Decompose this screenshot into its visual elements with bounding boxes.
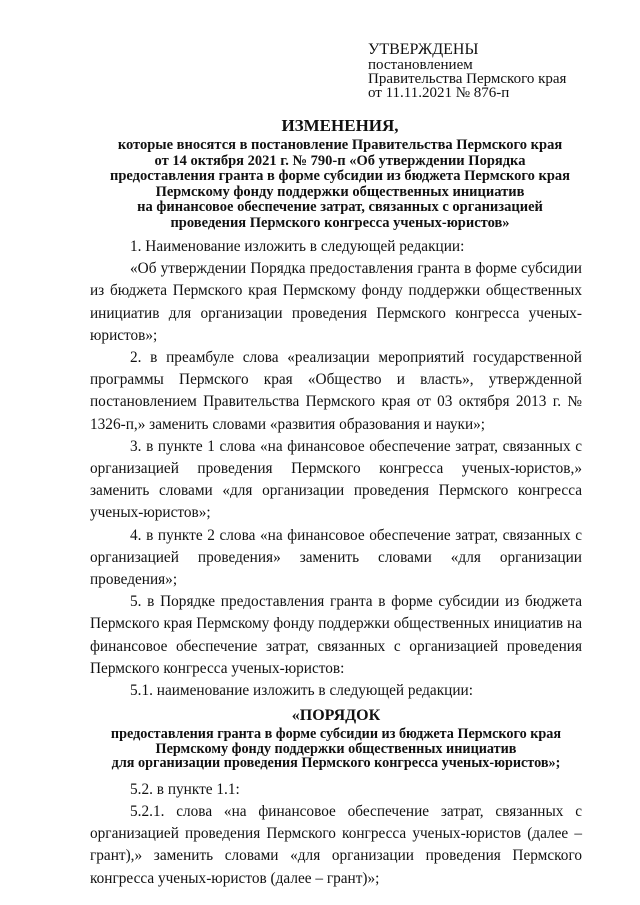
paragraph: 5. в Порядке предоставления гранта в форме субсидии из бюджета Пермского края Пермскому фонду поддержки общественных инициатив на финансовое обеспечение затрат, связанных с организацией проведения Пермского конгресса ученых-юристов: [90, 593, 582, 677]
subtitle-line: от 14 октября 2021 г. № 790-п «Об утверждении Порядка [154, 152, 526, 169]
order-subtitle [90, 727, 582, 771]
document-body [90, 236, 582, 890]
subtitle-line: предоставления гранта в форме субсидии из бюджета Пермского края [109, 168, 571, 184]
paragraph: 4. в пункте 2 слова «на финансовое обеспечение затрат, связанных с организацией проведения» заменить словами «для организации проведения»; [90, 526, 582, 589]
order-title: «ПОРЯДОК [291, 707, 381, 725]
subtitle-line: которые вносятся в постановление Правительства Пермского края [117, 137, 563, 153]
approval-line: Правительства Пермского края [368, 71, 567, 87]
paragraph: 1. Наименование изложить в следующей редакции: [130, 238, 465, 255]
order-subtitle-line: для организации проведения Пермского конгресса ученых-юристов»; [111, 755, 561, 772]
paragraph: 3. в пункте 1 слова «на финансовое обеспечение затрат, связанных с организацией проведения Пермского конгресса ученых-юристов,» заменить словами «для организации проведения Пермского конгресса ученых-юристов»; [90, 437, 582, 522]
approval-title: УТВЕРЖДЕНЫ [368, 41, 479, 58]
subtitle-line: проведения Пермского конгресса ученых-юристов» [170, 214, 510, 231]
paragraph: 2. в преамбуле слова «реализации мероприятий государственной программы Пермского края «Общество и власть», утвержденной постановлением Правительства Пермского края от 03 октября 2013 г. № 1326-п,» заменить словами «развития образования и науки»; [90, 349, 582, 433]
paragraph: 5.2. в пункте 1.1: [130, 780, 240, 798]
order-subtitle-line: предоставления гранта в форме субсидии из бюджета Пермского края [110, 726, 562, 743]
paragraph: 5.1. наименование изложить в следующей редакции: [130, 682, 473, 700]
subtitle-line: Пермскому фонду поддержки общественных инициатив [155, 183, 525, 200]
approval-date: от 11.11.2021 № 876-п [368, 85, 510, 101]
paragraph: «Об утверждении Порядка предоставления гранта в форме субсидии из бюджета Пермского края Пермскому фонду поддержки общественных инициатив для организации проведения Пермского конгресса ученых-юристов»; [90, 260, 582, 344]
approval-stamp [368, 42, 618, 100]
order-subtitle-line: Пермскому фонду поддержки общественных инициатив [155, 740, 517, 757]
approval-line: постановлением [368, 57, 473, 73]
paragraph: 5.2.1. слова «на финансовое обеспечение затрат, связанных с организацией проведения Пермского конгресса ученых-юристов (далее – грант),» заменить словами «для организации проведения Пермского конгресса ученых-юристов (далее – грант)»; [90, 802, 582, 887]
document-title: ИЗМЕНЕНИЯ, [281, 116, 399, 135]
subtitle-line: на финансовое обеспечение затрат, связанных с организацией [137, 199, 543, 215]
document-heading [80, 116, 600, 231]
